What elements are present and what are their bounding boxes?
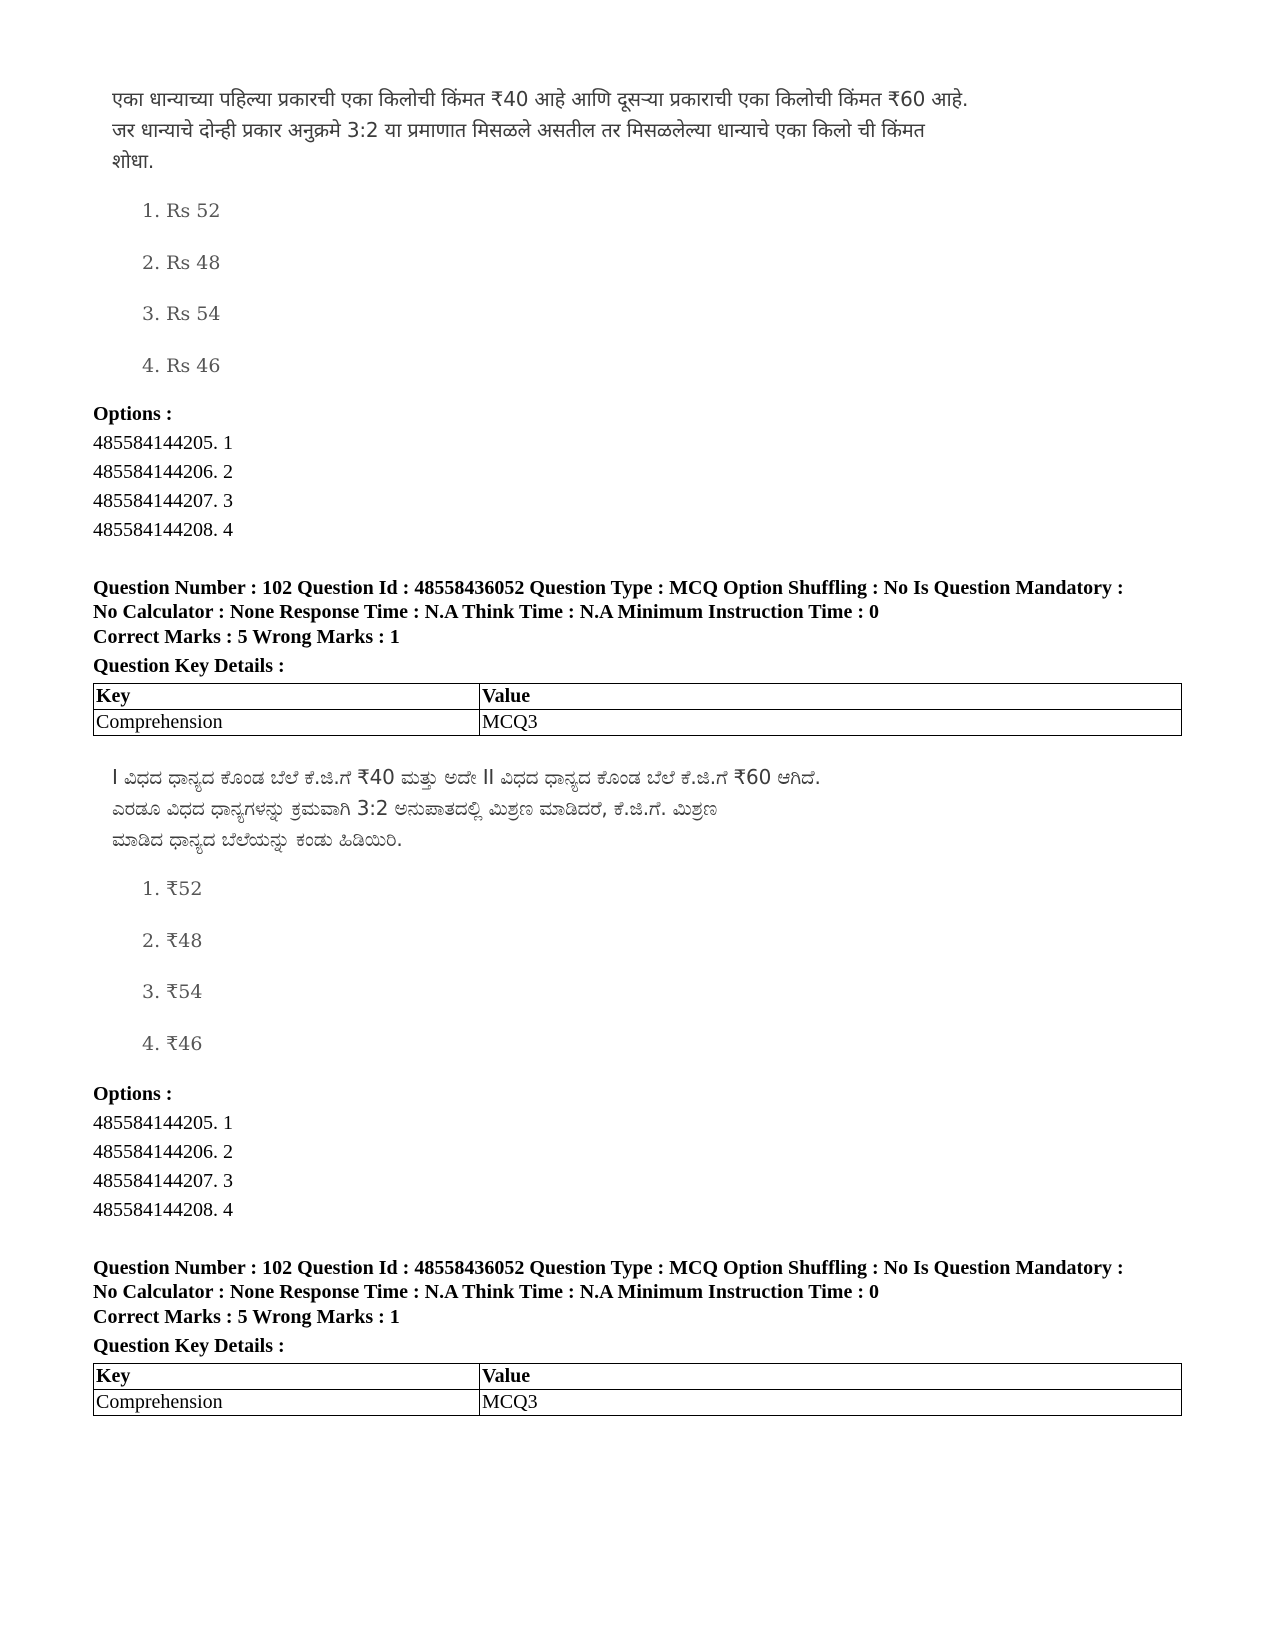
table-header-value: Value [480, 1364, 1182, 1390]
options-title: Options : [93, 1083, 173, 1105]
question-line: ಎರಡೂ ವಿಧದ ಧಾನ್ಯಗಳನ್ನು ಕ್ರಮವಾಗಿ 3:2 ಅನುಪಾತದಲ್ಲಿ ಮಿಶ್ರಣ ಮಾಡಿದರೆ, ಕೆ.ಜಿ.ಗೆ. ಮಿಶ್ರಣ [112, 796, 718, 820]
choice-3: 3. ₹54 [142, 981, 203, 1003]
options-list [93, 1080, 233, 1225]
question-image-kannada [112, 762, 1152, 1055]
table-cell-value: MCQ3 [480, 710, 1182, 736]
choice-4: 4. Rs 46 [142, 355, 221, 377]
option-item: 485584144207. 3 [93, 490, 233, 512]
key-details-table [93, 1363, 1182, 1416]
marks-line: Correct Marks : 5 Wrong Marks : 1 [93, 1306, 400, 1328]
table-cell-value: MCQ3 [480, 1390, 1182, 1416]
key-details-table [93, 683, 1182, 736]
table-header-value: Value [480, 684, 1182, 710]
choice-1: 1. Rs 52 [142, 200, 221, 222]
table-row [94, 710, 1182, 736]
option-item: 485584144207. 3 [93, 1170, 233, 1192]
question-line: शोधा. [112, 149, 155, 173]
marks-line: Correct Marks : 5 Wrong Marks : 1 [93, 626, 400, 648]
choice-1: 1. ₹52 [142, 878, 203, 900]
question-text [112, 762, 1152, 855]
table-header-row [94, 684, 1182, 710]
choice-2: 2. Rs 48 [142, 252, 221, 274]
choice-2: 2. ₹48 [142, 930, 203, 952]
option-item: 485584144208. 4 [93, 519, 233, 541]
table-header-key: Key [94, 684, 480, 710]
table-cell-key: Comprehension [94, 710, 480, 736]
meta-line: Question Number : 102 Question Id : 48558436052 Question Type : MCQ Option Shuffling : No Is Question Mandatory : [93, 577, 1124, 599]
question-meta [93, 1256, 1124, 1304]
key-details-title: Question Key Details : [93, 655, 285, 677]
table-cell-key: Comprehension [94, 1390, 480, 1416]
option-item: 485584144208. 4 [93, 1199, 233, 1221]
question-line: ಮಾಡಿದ ಧಾನ್ಯದ ಬೆಲೆಯನ್ನು ಕಂಡು ಹಿಡಿಯಿರಿ. [112, 827, 403, 851]
option-item: 485584144205. 1 [93, 432, 233, 454]
question-line: एका धान्याच्या पहिल्या प्रकारची एका किलोची किंमत ₹40 आहे आणि दूसऱ्या प्रकाराची एका किलोची किंमत ₹60 आहे. [112, 87, 969, 111]
meta-line: No Calculator : None Response Time : N.A Think Time : N.A Minimum Instruction Time : 0 [93, 601, 879, 623]
table-row [94, 1390, 1182, 1416]
table-header-key: Key [94, 1364, 480, 1390]
question-text [112, 84, 1152, 177]
choice-4: 4. ₹46 [142, 1033, 203, 1055]
meta-line: No Calculator : None Response Time : N.A Think Time : N.A Minimum Instruction Time : 0 [93, 1281, 879, 1303]
key-details-title: Question Key Details : [93, 1335, 285, 1357]
options-title: Options : [93, 403, 173, 425]
choice-3: 3. Rs 54 [142, 303, 221, 325]
question-meta [93, 576, 1124, 624]
option-item: 485584144206. 2 [93, 461, 233, 483]
question-line: जर धान्याचे दोन्ही प्रकार अनुक्रमे 3:2 या प्रमाणात मिसळले असतील तर मिसळलेल्या धान्याचे एका किलो ची किंमत [112, 118, 925, 142]
options-list [93, 400, 233, 545]
table-header-row [94, 1364, 1182, 1390]
question-line: I ವಿಧದ ಧಾನ್ಯದ ಕೊಂಡ ಬೆಲೆ ಕೆ.ಜಿ.ಗೆ ₹40 ಮತ್ತು ಅದೇ II ವಿಧದ ಧಾನ್ಯದ ಕೊಂಡ ಬೆಲೆ ಕೆ.ಜಿ.ಗೆ ₹60 ಆಗಿದೆ. [112, 765, 821, 789]
option-item: 485584144205. 1 [93, 1112, 233, 1134]
meta-line: Question Number : 102 Question Id : 48558436052 Question Type : MCQ Option Shuffling : No Is Question Mandatory : [93, 1257, 1124, 1279]
question-image-marathi [112, 84, 1152, 377]
option-item: 485584144206. 2 [93, 1141, 233, 1163]
